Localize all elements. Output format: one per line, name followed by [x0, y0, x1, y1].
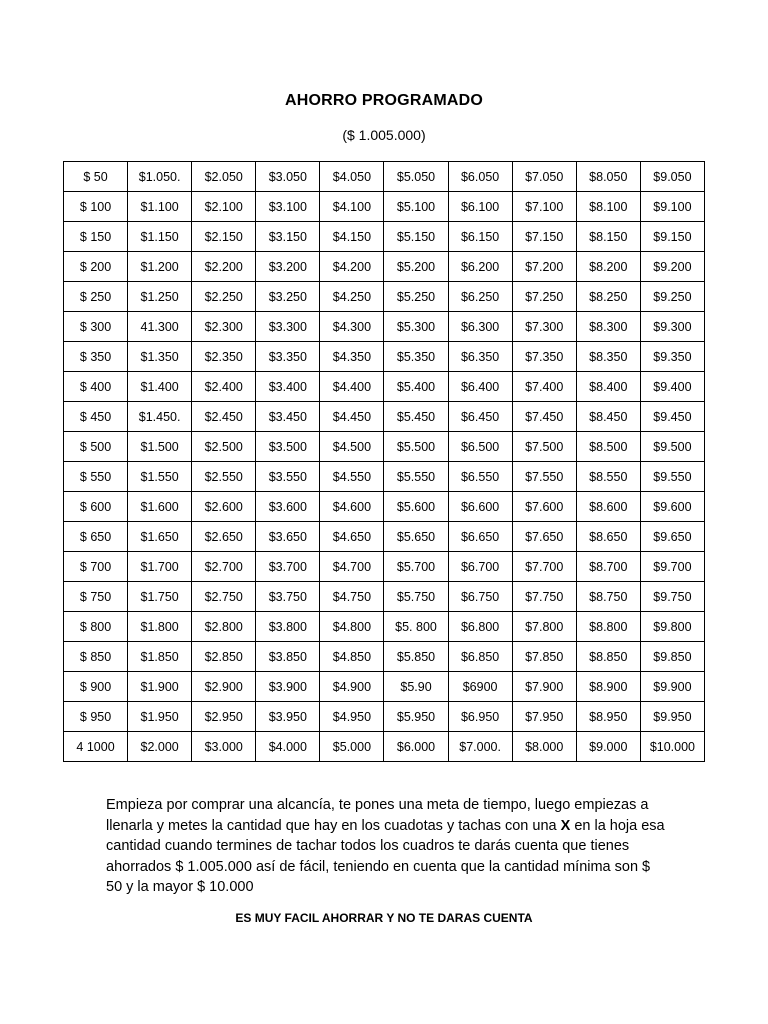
table-row — [64, 282, 705, 312]
amount-cell: $4.750 — [320, 582, 384, 612]
amount-cell: $2.700 — [192, 552, 256, 582]
amount-cell: $6.450 — [448, 402, 512, 432]
amount-cell: $8.600 — [576, 492, 640, 522]
amount-cell: $5.200 — [384, 252, 448, 282]
amount-cell: $7.900 — [512, 672, 576, 702]
amount-cell: $5.600 — [384, 492, 448, 522]
amount-cell: $3.250 — [256, 282, 320, 312]
total-amount-subtitle: ($ 1.005.000) — [342, 127, 426, 143]
amount-cell: $3.050 — [256, 162, 320, 192]
amount-cell: $5.350 — [384, 342, 448, 372]
amount-cell: $9.950 — [640, 702, 704, 732]
savings-table-body — [64, 162, 705, 762]
amount-cell: $ 200 — [64, 252, 128, 282]
amount-cell: $8.050 — [576, 162, 640, 192]
amount-cell: $ 150 — [64, 222, 128, 252]
amount-cell: $ 300 — [64, 312, 128, 342]
amount-cell: $6.300 — [448, 312, 512, 342]
amount-cell: $2.100 — [192, 192, 256, 222]
amount-cell: $9.900 — [640, 672, 704, 702]
amount-cell: $8.650 — [576, 522, 640, 552]
instructions-text-start: Empieza por comprar una alcancía, te pones una meta de tiempo, luego empiezas a llenarla y metes la cantidad que hay en los cuadotas y tachas con una — [106, 797, 649, 834]
amount-cell: $4.250 — [320, 282, 384, 312]
amount-cell: $3.950 — [256, 702, 320, 732]
amount-cell: $6.350 — [448, 342, 512, 372]
amount-cell: $5.750 — [384, 582, 448, 612]
amount-cell: $3.550 — [256, 462, 320, 492]
amount-cell: $ 800 — [64, 612, 128, 642]
amount-cell: $4.350 — [320, 342, 384, 372]
amount-cell: $8.400 — [576, 372, 640, 402]
amount-cell: $3.600 — [256, 492, 320, 522]
amount-cell: $9.750 — [640, 582, 704, 612]
amount-cell: $6.100 — [448, 192, 512, 222]
amount-cell: $6.700 — [448, 552, 512, 582]
table-row — [64, 432, 705, 462]
amount-cell: $9.650 — [640, 522, 704, 552]
amount-cell: $5.550 — [384, 462, 448, 492]
amount-cell: $5.150 — [384, 222, 448, 252]
amount-cell: $1.100 — [128, 192, 192, 222]
amount-cell: $9.200 — [640, 252, 704, 282]
amount-cell: $7.850 — [512, 642, 576, 672]
amount-cell: $2.850 — [192, 642, 256, 672]
amount-cell: $3.500 — [256, 432, 320, 462]
amount-cell: $6.800 — [448, 612, 512, 642]
amount-cell: $4.400 — [320, 372, 384, 402]
amount-cell: $9.000 — [576, 732, 640, 762]
amount-cell: 41.300 — [128, 312, 192, 342]
table-row — [64, 492, 705, 522]
amount-cell: $5. 800 — [384, 612, 448, 642]
amount-cell: $5.450 — [384, 402, 448, 432]
amount-cell: $5.500 — [384, 432, 448, 462]
amount-cell: $2.150 — [192, 222, 256, 252]
amount-cell: $7.650 — [512, 522, 576, 552]
amount-cell: $1.800 — [128, 612, 192, 642]
amount-cell: $1.400 — [128, 372, 192, 402]
amount-cell: $8.450 — [576, 402, 640, 432]
amount-cell: $7.300 — [512, 312, 576, 342]
amount-cell: $ 900 — [64, 672, 128, 702]
amount-cell: $ 750 — [64, 582, 128, 612]
amount-cell: $6.200 — [448, 252, 512, 282]
amount-cell: $1.450. — [128, 402, 192, 432]
amount-cell: $3.150 — [256, 222, 320, 252]
amount-cell: $8.350 — [576, 342, 640, 372]
amount-cell: $7.500 — [512, 432, 576, 462]
amount-cell: $10.000 — [640, 732, 704, 762]
amount-cell: $2.900 — [192, 672, 256, 702]
amount-cell: $4.550 — [320, 462, 384, 492]
amount-cell: $4.850 — [320, 642, 384, 672]
amount-cell: $7.800 — [512, 612, 576, 642]
table-row — [64, 552, 705, 582]
amount-cell: $3.900 — [256, 672, 320, 702]
amount-cell: $7.600 — [512, 492, 576, 522]
amount-cell: $2.300 — [192, 312, 256, 342]
amount-cell: $5.250 — [384, 282, 448, 312]
amount-cell: $2.600 — [192, 492, 256, 522]
amount-cell: $7.350 — [512, 342, 576, 372]
amount-cell: $8.100 — [576, 192, 640, 222]
amount-cell: $9.600 — [640, 492, 704, 522]
amount-cell: $3.400 — [256, 372, 320, 402]
amount-cell: $7.950 — [512, 702, 576, 732]
amount-cell: $2.450 — [192, 402, 256, 432]
amount-cell: $4.700 — [320, 552, 384, 582]
amount-cell: $6.850 — [448, 642, 512, 672]
amount-cell: $8.250 — [576, 282, 640, 312]
table-row — [64, 342, 705, 372]
amount-cell: $5.850 — [384, 642, 448, 672]
amount-cell: $ 650 — [64, 522, 128, 552]
table-row — [64, 252, 705, 282]
amount-cell: $8.300 — [576, 312, 640, 342]
amount-cell: $3.850 — [256, 642, 320, 672]
amount-cell: $6900 — [448, 672, 512, 702]
amount-cell: $ 500 — [64, 432, 128, 462]
amount-cell: $6.750 — [448, 582, 512, 612]
amount-cell: $1.700 — [128, 552, 192, 582]
table-row — [64, 582, 705, 612]
amount-cell: $2.800 — [192, 612, 256, 642]
amount-cell: $ 50 — [64, 162, 128, 192]
amount-cell: $4.300 — [320, 312, 384, 342]
amount-cell: $2.650 — [192, 522, 256, 552]
amount-cell: $6.500 — [448, 432, 512, 462]
amount-cell: $9.550 — [640, 462, 704, 492]
amount-cell: $8.750 — [576, 582, 640, 612]
amount-cell: $ 250 — [64, 282, 128, 312]
amount-cell: $4.200 — [320, 252, 384, 282]
amount-cell: $1.550 — [128, 462, 192, 492]
amount-cell: $6.550 — [448, 462, 512, 492]
amount-cell: $5.400 — [384, 372, 448, 402]
amount-cell: $2.050 — [192, 162, 256, 192]
amount-cell: $7.450 — [512, 402, 576, 432]
amount-cell: $5.700 — [384, 552, 448, 582]
amount-cell: $2.200 — [192, 252, 256, 282]
amount-cell: $7.700 — [512, 552, 576, 582]
amount-cell: $9.150 — [640, 222, 704, 252]
amount-cell: $6.050 — [448, 162, 512, 192]
amount-cell: $8.950 — [576, 702, 640, 732]
amount-cell: $1.250 — [128, 282, 192, 312]
amount-cell: $ 600 — [64, 492, 128, 522]
amount-cell: $3.450 — [256, 402, 320, 432]
amount-cell: $ 950 — [64, 702, 128, 732]
amount-cell: $3.200 — [256, 252, 320, 282]
amount-cell: $5.050 — [384, 162, 448, 192]
amount-cell: $3.000 — [192, 732, 256, 762]
amount-cell: $6.000 — [384, 732, 448, 762]
footer-slogan: ES MUY FACIL AHORRAR Y NO TE DARAS CUENTA — [235, 911, 533, 925]
amount-cell: $6.400 — [448, 372, 512, 402]
amount-cell: $8.000 — [512, 732, 576, 762]
amount-cell: $4.600 — [320, 492, 384, 522]
amount-cell: $5.000 — [320, 732, 384, 762]
amount-cell: $1.900 — [128, 672, 192, 702]
document-title: AHORRO PROGRAMADO — [284, 92, 484, 109]
table-row — [64, 372, 705, 402]
amount-cell: $7.200 — [512, 252, 576, 282]
amount-cell: $8.200 — [576, 252, 640, 282]
amount-cell: $8.500 — [576, 432, 640, 462]
amount-cell: $5.950 — [384, 702, 448, 732]
amount-cell: $9.250 — [640, 282, 704, 312]
amount-cell: $7.750 — [512, 582, 576, 612]
amount-cell: $3.750 — [256, 582, 320, 612]
instructions-mark: X — [560, 817, 571, 834]
amount-cell: $1.650 — [128, 522, 192, 552]
amount-cell: $1.750 — [128, 582, 192, 612]
amount-cell: $3.100 — [256, 192, 320, 222]
amount-cell: $9.800 — [640, 612, 704, 642]
amount-cell: $4.000 — [256, 732, 320, 762]
amount-cell: $4.800 — [320, 612, 384, 642]
amount-cell: $2.500 — [192, 432, 256, 462]
instructions-paragraph — [106, 795, 666, 898]
amount-cell: $2.250 — [192, 282, 256, 312]
amount-cell: $5.100 — [384, 192, 448, 222]
amount-cell: $6.250 — [448, 282, 512, 312]
amount-cell: $1.850 — [128, 642, 192, 672]
amount-cell: $ 100 — [64, 192, 128, 222]
amount-cell: $5.90 — [384, 672, 448, 702]
amount-cell: $1.200 — [128, 252, 192, 282]
amount-cell: $6.600 — [448, 492, 512, 522]
amount-cell: $9.350 — [640, 342, 704, 372]
table-row — [64, 702, 705, 732]
amount-cell: $3.700 — [256, 552, 320, 582]
amount-cell: $5.650 — [384, 522, 448, 552]
table-row — [64, 672, 705, 702]
table-row — [64, 312, 705, 342]
amount-cell: $6.650 — [448, 522, 512, 552]
amount-cell: $4.650 — [320, 522, 384, 552]
amount-cell: $4.050 — [320, 162, 384, 192]
amount-cell: $1.050. — [128, 162, 192, 192]
amount-cell: $6.950 — [448, 702, 512, 732]
amount-cell: $9.700 — [640, 552, 704, 582]
amount-cell: $2.350 — [192, 342, 256, 372]
amount-cell: $9.450 — [640, 402, 704, 432]
amount-cell: $ 400 — [64, 372, 128, 402]
amount-cell: $8.150 — [576, 222, 640, 252]
table-row — [64, 192, 705, 222]
table-row — [64, 732, 705, 762]
amount-cell: $4.500 — [320, 432, 384, 462]
amount-cell: $1.150 — [128, 222, 192, 252]
amount-cell: $7.000. — [448, 732, 512, 762]
amount-cell: $2.550 — [192, 462, 256, 492]
amount-cell: $1.950 — [128, 702, 192, 732]
amount-cell: $2.000 — [128, 732, 192, 762]
amount-cell: $7.550 — [512, 462, 576, 492]
amount-cell: $2.400 — [192, 372, 256, 402]
amount-cell: $3.350 — [256, 342, 320, 372]
amount-cell: $8.850 — [576, 642, 640, 672]
amount-cell: $5.300 — [384, 312, 448, 342]
amount-cell: $9.850 — [640, 642, 704, 672]
amount-cell: $8.550 — [576, 462, 640, 492]
amount-cell: $7.400 — [512, 372, 576, 402]
amount-cell: $4.100 — [320, 192, 384, 222]
amount-cell: $7.150 — [512, 222, 576, 252]
table-row — [64, 522, 705, 552]
amount-cell: $6.150 — [448, 222, 512, 252]
amount-cell: $ 550 — [64, 462, 128, 492]
amount-cell: $7.250 — [512, 282, 576, 312]
amount-cell: $4.150 — [320, 222, 384, 252]
amount-cell: $8.800 — [576, 612, 640, 642]
table-row — [64, 642, 705, 672]
amount-cell: $4.950 — [320, 702, 384, 732]
amount-cell: $7.050 — [512, 162, 576, 192]
amount-cell: $1.500 — [128, 432, 192, 462]
table-row — [64, 222, 705, 252]
table-row — [64, 462, 705, 492]
amount-cell: $8.700 — [576, 552, 640, 582]
amount-cell: 4 1000 — [64, 732, 128, 762]
table-row — [64, 162, 705, 192]
savings-table — [63, 161, 705, 762]
amount-cell: $8.900 — [576, 672, 640, 702]
amount-cell: $9.300 — [640, 312, 704, 342]
amount-cell: $9.050 — [640, 162, 704, 192]
amount-cell: $2.750 — [192, 582, 256, 612]
amount-cell: $ 700 — [64, 552, 128, 582]
amount-cell: $2.950 — [192, 702, 256, 732]
amount-cell: $ 450 — [64, 402, 128, 432]
amount-cell: $9.100 — [640, 192, 704, 222]
table-row — [64, 402, 705, 432]
amount-cell: $ 350 — [64, 342, 128, 372]
amount-cell: $7.100 — [512, 192, 576, 222]
amount-cell: $9.500 — [640, 432, 704, 462]
amount-cell: $3.800 — [256, 612, 320, 642]
amount-cell: $3.650 — [256, 522, 320, 552]
amount-cell: $3.300 — [256, 312, 320, 342]
amount-cell: $4.900 — [320, 672, 384, 702]
amount-cell: $9.400 — [640, 372, 704, 402]
amount-cell: $1.600 — [128, 492, 192, 522]
table-row — [64, 612, 705, 642]
amount-cell: $ 850 — [64, 642, 128, 672]
amount-cell: $4.450 — [320, 402, 384, 432]
amount-cell: $1.350 — [128, 342, 192, 372]
instructions-text-end: en la hoja esa cantidad cuando termines de tachar todos los cuadros te darás cuenta que tienes ahorrados $ 1.005.000 así de fácil, teniendo en cuenta que la cantidad mínima son $ 50 y la mayor $ 10.000 — [106, 817, 665, 896]
